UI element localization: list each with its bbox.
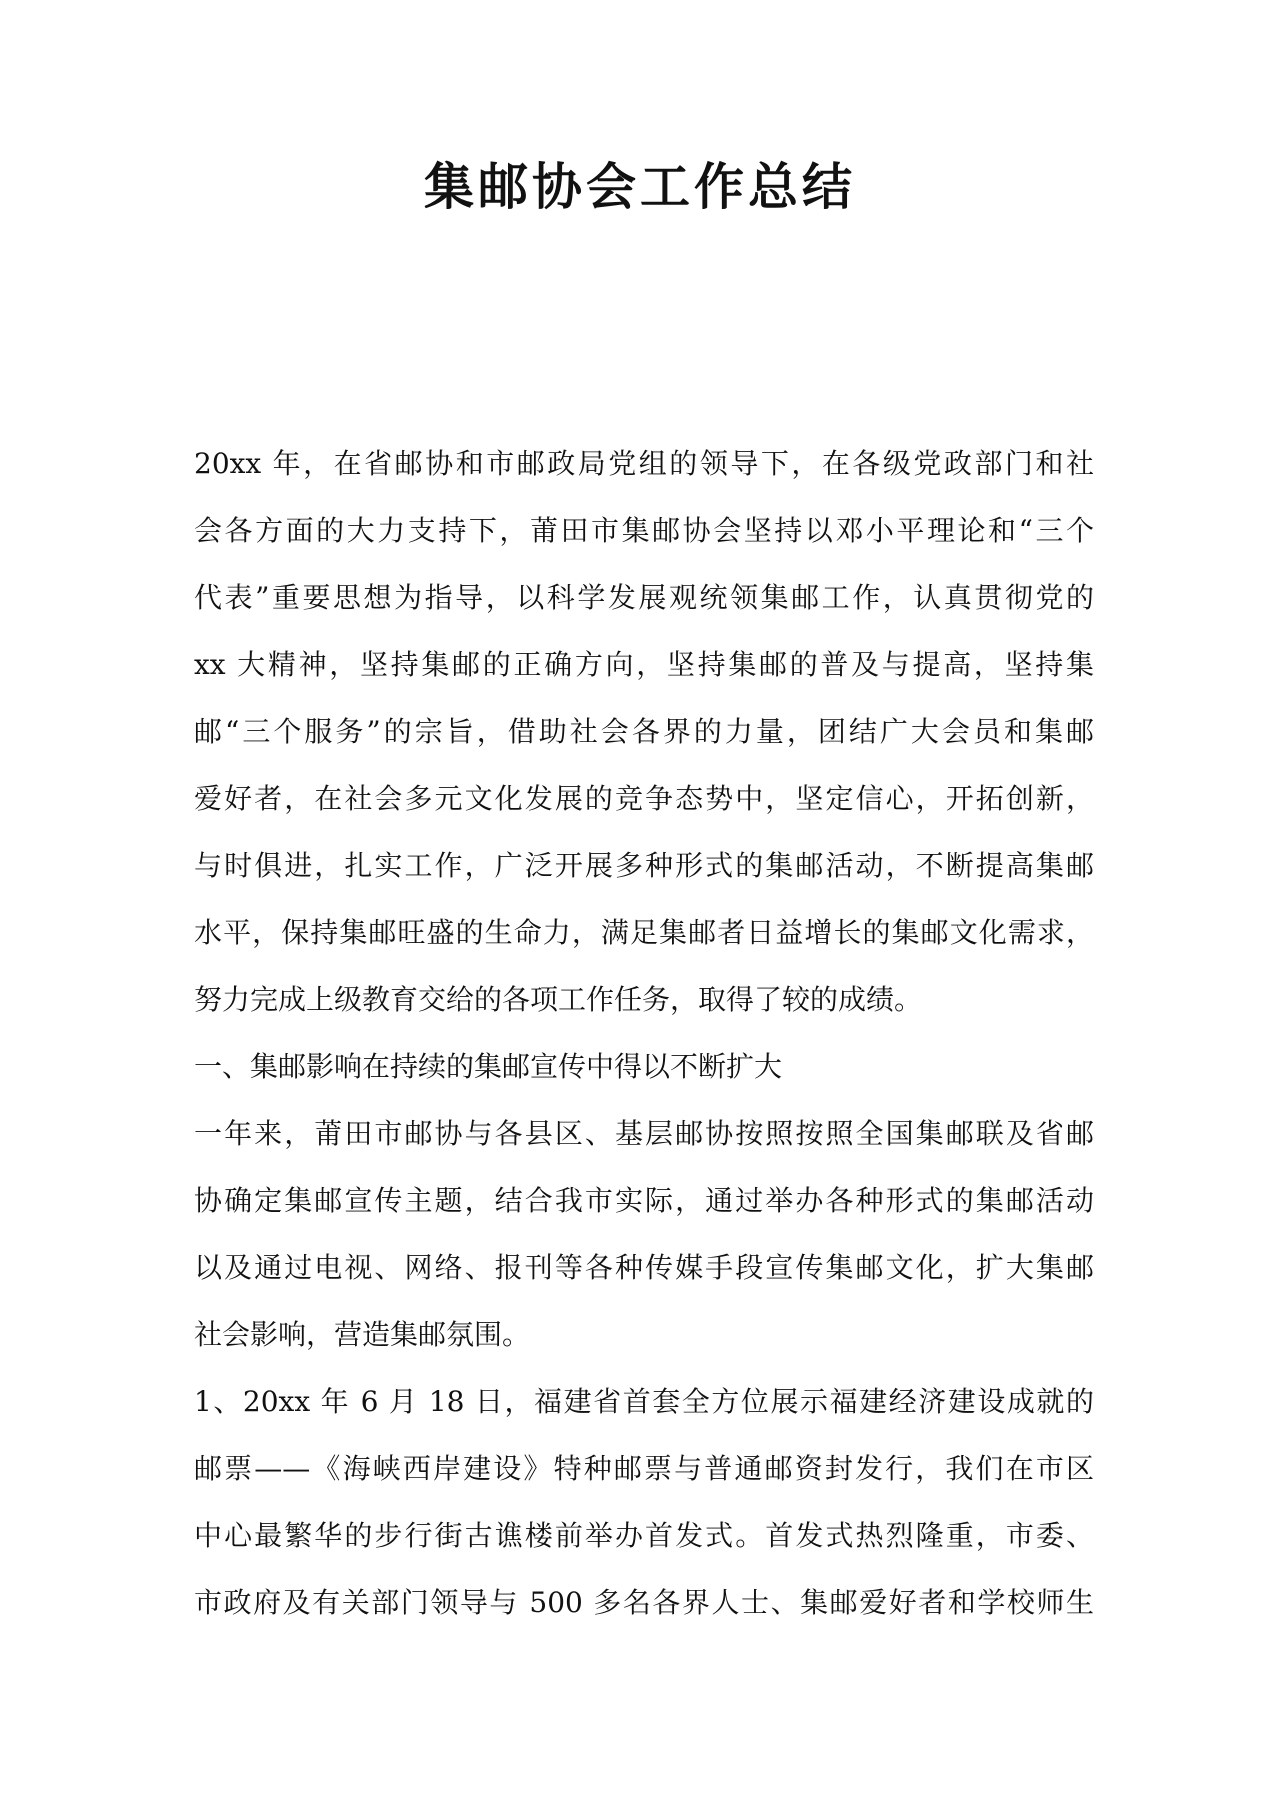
body-line: 市政府及有关部门领导与 500 多名各界人士、集邮爱好者和学校师生	[194, 1586, 1094, 1619]
body-line: 20xx 年，在省邮协和市邮政局党组的领导下，在各级党政部门和社	[194, 447, 1094, 480]
body-line: 会各方面的大力支持下，莆田市集邮协会坚持以邓小平理论和“三个	[194, 514, 1094, 547]
body-line: 中心最繁华的步行街古谯楼前举办首发式。首发式热烈隆重，市委、	[194, 1519, 1094, 1552]
body-line: 社会影响，营造集邮氛围。	[194, 1318, 531, 1351]
document-body	[194, 430, 1094, 1636]
body-line: 协确定集邮宣传主题，结合我市实际，通过举办各种形式的集邮活动	[194, 1184, 1094, 1217]
body-line: 代表”重要思想为指导，以科学发展观统领集邮工作，认真贯彻党的	[194, 581, 1094, 614]
document-title: 集邮协会工作总结	[424, 157, 856, 216]
body-line: xx 大精神，坚持集邮的正确方向，坚持集邮的普及与提高，坚持集	[194, 648, 1094, 681]
body-line: 以及通过电视、网络、报刊等各种传媒手段宣传集邮文化，扩大集邮	[194, 1251, 1094, 1284]
body-line: 水平，保持集邮旺盛的生命力，满足集邮者日益增长的集邮文化需求，	[194, 916, 1094, 949]
body-line: 1、20xx 年 6 月 18 日，福建省首套全方位展示福建经济建设成就的	[194, 1385, 1094, 1418]
body-line: 邮票——《海峡西岸建设》特种邮票与普通邮资封发行，我们在市区	[194, 1452, 1094, 1485]
body-line: 努力完成上级教育交给的各项工作任务，取得了较的成绩。	[194, 983, 923, 1016]
body-line: 爱好者，在社会多元文化发展的竞争态势中，坚定信心，开拓创新，	[194, 782, 1094, 815]
section-heading: 一、集邮影响在持续的集邮宣传中得以不断扩大	[194, 1050, 783, 1083]
body-line: 与时俱进，扎实工作，广泛开展多种形式的集邮活动，不断提高集邮	[194, 849, 1094, 882]
body-line: 一年来，莆田市邮协与各县区、基层邮协按照按照全国集邮联及省邮	[194, 1117, 1094, 1150]
body-line: 邮“三个服务”的宗旨，借助社会各界的力量，团结广大会员和集邮	[194, 715, 1094, 748]
